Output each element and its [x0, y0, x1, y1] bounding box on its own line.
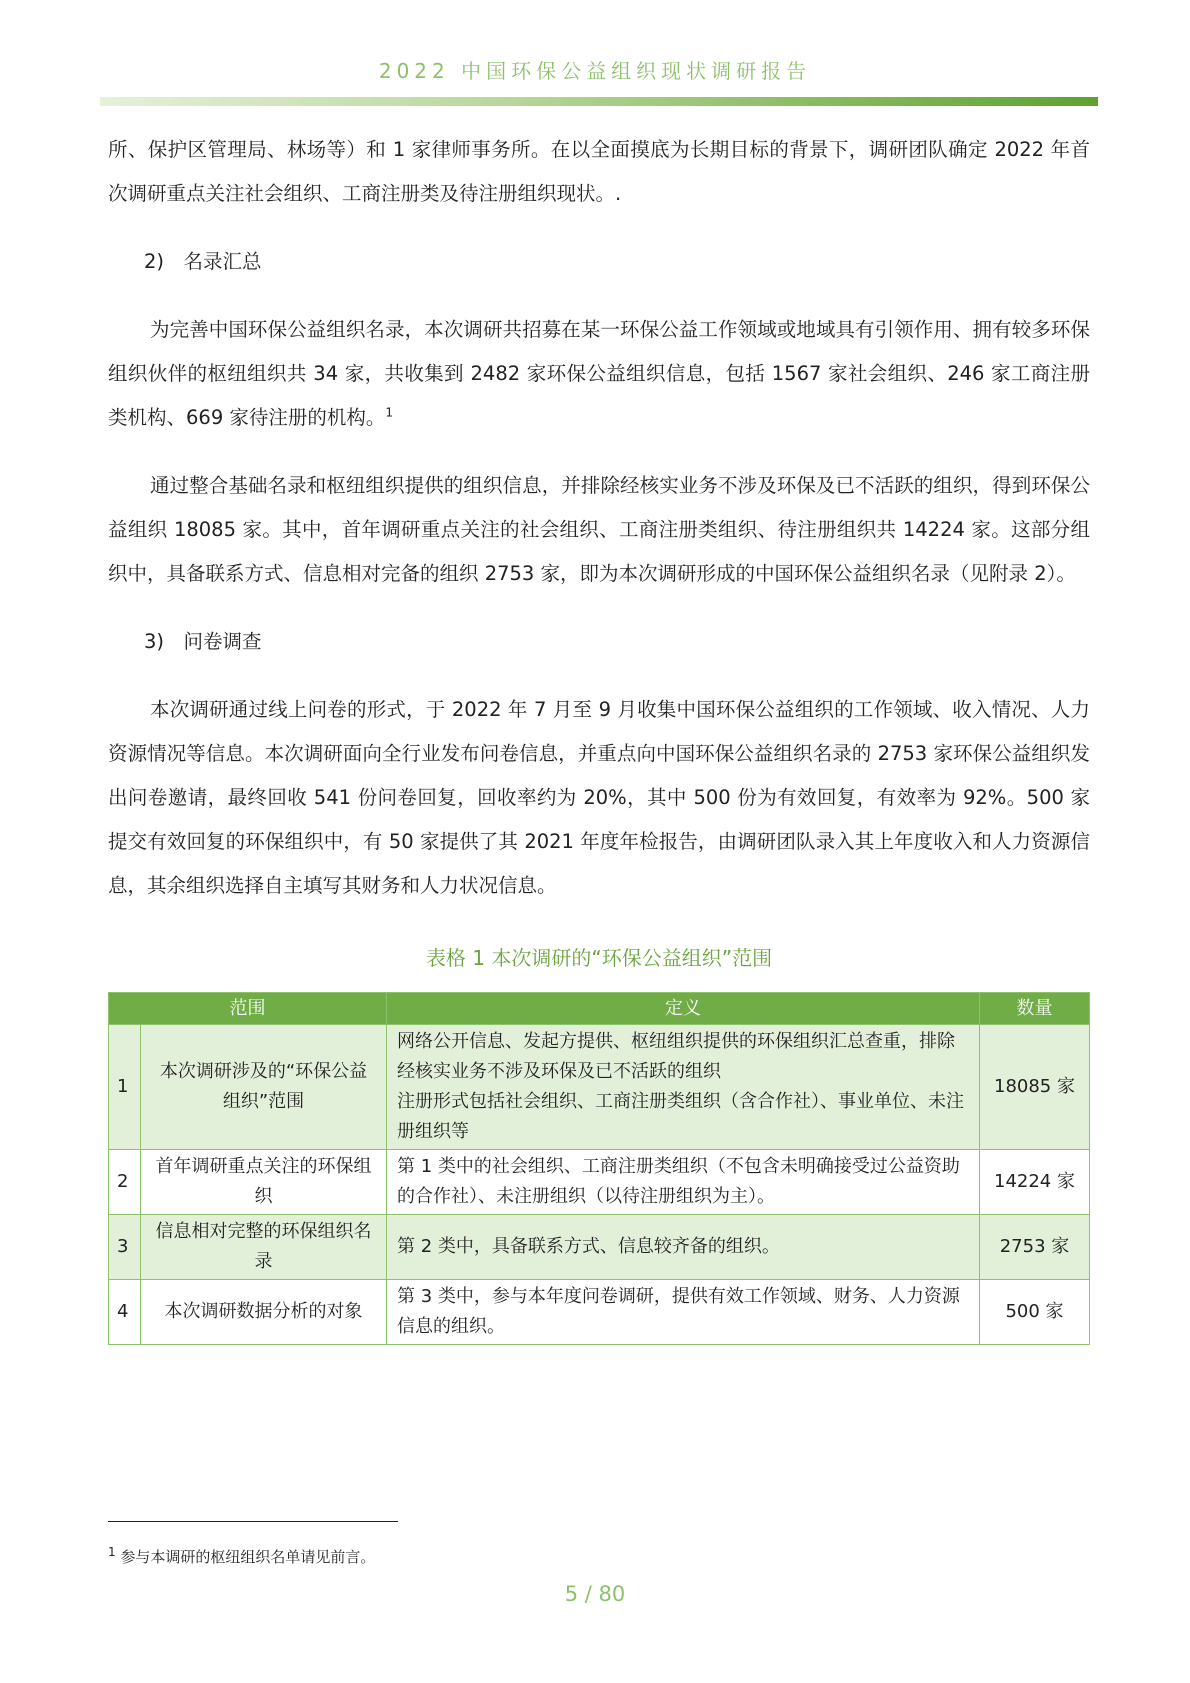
- table-row: [109, 1280, 1090, 1345]
- table-caption: 表格 1 本次调研的“环保公益组织”范围: [425, 946, 773, 970]
- footnote-text: 参与本调研的枢纽组织名单请见前言。: [120, 1548, 376, 1566]
- header-definition: 定义: [387, 993, 980, 1025]
- scope-table: [108, 992, 1090, 1345]
- row-count: 2753 家: [980, 1215, 1090, 1280]
- row-scope: 首年调研重点关注的环保组织: [141, 1150, 387, 1215]
- paragraph: 本次调研通过线上问卷的形式，于 2022 年 7 月至 9 月收集中国环保公益组织的工作领域、收入情况、人力资源情况等信息。本次调研面向全行业发布问卷信息，并重点向中国环保公益组织名录的 2753 家环保公益组织发出问卷邀请，最终回收 541 份问卷回复，回收率约为 20%，其中 500 份为有效回复，有效率为 92%。500 家提交有效回复的环保组织中，有 50 家提供了其 2021 年度年检报告，由调研团队录入其上年度收入和人力资源信息，其余组织选择自主填写其财务和人力状况信息。: [108, 698, 1090, 897]
- section-heading: 2) 名录汇总: [144, 250, 262, 273]
- table-header-row: [109, 993, 1090, 1025]
- row-scope: 本次调研涉及的“环保公益组织”范围: [141, 1025, 387, 1150]
- page-number: 5 / 80: [564, 1582, 626, 1606]
- running-header: 2022 中国环保公益组织现状调研报告: [378, 59, 812, 83]
- row-scope: 本次调研数据分析的对象: [141, 1280, 387, 1345]
- row-definition: [387, 1025, 980, 1150]
- row-number: 1: [109, 1025, 141, 1150]
- table-row: [109, 1215, 1090, 1280]
- table-row: [109, 1150, 1090, 1215]
- row-count: 14224 家: [980, 1150, 1090, 1215]
- paragraph: 所、保护区管理局、林场等）和 1 家律师事务所。在以全面摸底为长期目标的背景下，调研团队确定 2022 年首次调研重点关注社会组织、工商注册类及待注册组织现状。.: [108, 138, 1090, 205]
- table-row: [109, 1025, 1090, 1150]
- row-definition: 第 2 类中，具备联系方式、信息较齐备的组织。: [387, 1215, 980, 1280]
- row-number: 4: [109, 1280, 141, 1345]
- row-scope: 信息相对完整的环保组织名录: [141, 1215, 387, 1280]
- footnote-divider: [108, 1521, 398, 1522]
- row-number: 2: [109, 1150, 141, 1215]
- section-heading: 3) 问卷调查: [144, 630, 262, 653]
- header-divider: [100, 97, 1098, 106]
- paragraph: [108, 308, 1090, 440]
- document-body: [108, 128, 1090, 1345]
- footnote-mark: 1: [108, 1545, 116, 1559]
- definition-line: 网络公开信息、发起方提供、枢纽组织提供的环保组织汇总查重，排除经核实业务不涉及环保及已不活跃的组织: [397, 1031, 955, 1082]
- footnote-ref[interactable]: 1: [385, 405, 394, 420]
- definition-line: 注册形式包括社会组织、工商注册类组织（含合作社）、事业单位、未注册组织等: [397, 1091, 964, 1142]
- row-count: 500 家: [980, 1280, 1090, 1345]
- footnote: [108, 1546, 375, 1567]
- row-definition: 第 1 类中的社会组织、工商注册类组织（不包含未明确接受过公益资助的合作社）、未注册组织（以待注册组织为主）。: [387, 1150, 980, 1215]
- header-count: 数量: [980, 993, 1090, 1025]
- paragraph: 通过整合基础名录和枢纽组织提供的组织信息，并排除经核实业务不涉及环保及已不活跃的组织，得到环保公益组织 18085 家。其中，首年调研重点关注的社会组织、工商注册类组织、待注册组织共 14224 家。这部分组织中，具备联系方式、信息相对完备的组织 2753 家，即为本次调研形成的中国环保公益组织名录（见附录 2）。: [108, 474, 1090, 585]
- paragraph-text: 为完善中国环保公益组织名录，本次调研共招募在某一环保公益工作领域或地域具有引领作用、拥有较多环保组织伙伴的枢纽组织共 34 家，共收集到 2482 家环保公益组织信息，包括 1567 家社会组织、246 家工商注册类机构、669 家待注册的机构。: [108, 318, 1090, 429]
- row-number: 3: [109, 1215, 141, 1280]
- row-count: 18085 家: [980, 1025, 1090, 1150]
- row-definition: 第 3 类中，参与本年度问卷调研，提供有效工作领域、财务、人力资源信息的组织。: [387, 1280, 980, 1345]
- header-scope: 范围: [109, 993, 387, 1025]
